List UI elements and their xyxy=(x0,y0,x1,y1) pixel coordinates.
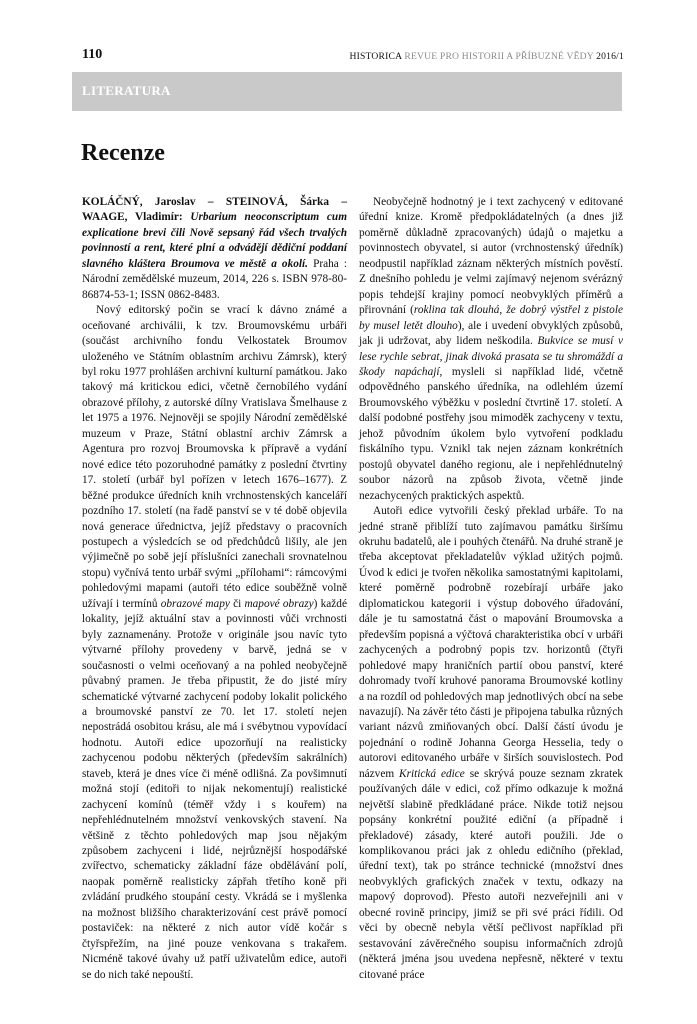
journal-subtitle: REVUE PRO HISTORII A PŘÍBUZNÉ VĚDY xyxy=(404,51,594,62)
bib-title: Urbarium neoconscriptum cum explicatione brevi čili Nově sepsaný řád všech trvalých povinností a rent, které plní a odvádějí dědiční poddaní slavného kláštera Broumova ve městě a okolí. xyxy=(82,211,347,270)
journal-title: HISTORICA xyxy=(349,51,402,62)
issue-number: 2016/1 xyxy=(596,51,624,62)
bibliographic-entry xyxy=(82,195,347,303)
page-number: 110 xyxy=(82,47,103,62)
section-banner xyxy=(72,72,622,111)
bib-details: Praha : Národní zemědělské muzeum, 2014, 226 s. ISBN 978-80-86874-53-1; ISSN 0862-8483. xyxy=(82,257,348,301)
page-title: Recenze xyxy=(81,140,165,166)
column-left xyxy=(82,195,347,983)
paragraph-1: Nový editorský počin se vrací k dávno známé a oceňované archiválii, k tzv. Broumovskému urbáři (součást archivního fondu Velkostatek Broumov uloženého ve Státním oblastním archivu Zámrsk), který byl roku 1977 prohlášen archivní kulturní památkou. Jako takový má kritickou edici, včetně černobílého vydání obrazové přílohy, z autorské dílny Vratislava Šmelhause z let 1975 a 1976. Nejnověji se spojily Národní zemědělské muzeum v Praze, Státní oblastní archiv Zámrsk a Agentura pro rozvoj Broumovska k přípravě a vydání nové edice této pozoruhodné památky z poslední čtvrtiny 17. století (urbář byl pořízen v letech 1676–1677). Z běžné produkce úředních knih vrchnostenských kanceláří pozdního 17. století (na řadě panství se v té době objevila nová generace úřednictva, jejíž představy o pracovních postupech a výsledcích se od předchůdců lišily, ale jen výjimečně po sobě její příslušníci zanechali srovnatelnou stopu) vyčnívá tento urbář svými „přílohami“: rámcovými pohledovými mapami (autoři této edice souběžně volně užívají i termínů obrazové mapy či mapové obrazy) každé lokality, jejíž aktuální stav a povinnosti vůči vrchnosti byly zaznamenány. Protože v originále jsou navíc tyto výtvarné přílohy provedeny v barvě, jedná se v současnosti o velmi oceňovaný a na pohled neobyčejně půvabný pramen. Je třeba připustit, že do jisté míry schematické výtvarné zachycení podoby lokalit polického a broumovské panství ze 70. let 17. století nejen nepostrádá osobitou krásu, ale má i svébytnou vypovídací hodnotu. Autoři edice upozorňují na realisticky zachycenou podobu některých (především sakrálních) staveb, která je dnes více či méně odlišná. Za povšimnutí možná stojí (editoři to nijak nekomentují) realistické zachycení komínů (téměř vždy i s kouřem) na nepřehlédnutelném množství venkovských stavení. Na většině z těchto pohledových map jsou nějakým způsobem zachyceni i lidé, nejrůznější hospodářské zvířectvo, schematicky základní fáze obdělávání polí, naopak poměrně realisticky zápřah třetího koně při zvládání prudkého stoupání cesty. Vkrádá se i myšlenka na možnost bližšího charakterizování cest právě pomocí postaviček: na některé z nich autor vídě kočár s čtyřspřežím, na jiné pouze venkovana s trakařem. Nicméně takové úvahy už patří uživatelům edice, autoři se do nich také nepouští. xyxy=(82,304,347,981)
running-head xyxy=(349,51,624,62)
column-right xyxy=(359,195,623,983)
bib-authors: KOLÁČNÝ, Jaroslav – STEINOVÁ, Šárka – WAAGE, Vladimír: xyxy=(82,196,347,224)
section-label: LITERATURA xyxy=(82,83,171,98)
paragraph-2: Neobyčejně hodnotný je i text zachycený v editované úřední knize. Kromě předpokládatelných (a dnes již poměrně důkladně zpracovaných) údajů o majetku a povinnostech obyvatel, si autor (vrchnostenský úředník) neodpustil například záznam některých místních pověstí. Z dnešního pohledu je velmi zajímavý nejenom svérázný popis tehdejší krajiny pomocí neobvyklých příměrů a přirovnání (roklina tak dlouhá, že dobrý výstřel z pistole by musel letět dlouho), ale i uvedení obvyklých způsobů, jak ji udržovat, aby lidem neškodila. Bukvice se musí v lese rychle sebrat, jinak divoká prasata se tu shromáždí a škody napáchají, mysleli si například lidé, včetně odpovědného panského úředníka, na odlehlém území Broumovského výběžku v poslední čtvrtině 17. století. A další podobné postřehy jsou mimoděk zachyceny v textu, jehož původním úkolem bylo vytvoření podkladu fiskálního typu. Vznikl tak nejen záznam konkrétních postojů obyvatel daného regionu, ale i nepřehlédnutelný soubor názorů na způsob života, včetně jinde nezachycených praktických aspektů. xyxy=(359,196,624,502)
paragraph-3: Autoři edice vytvořili český překlad urbáře. To na jedné straně přiblíží tuto zajímavou památku širšímu okruhu badatelů, ale i pouhých čtenářů. Na druhé straně je třeba akceptovat překladatelův výklad užitých pojmů. Úvod k edici je tvořen několika samostatnými kapitolami, které poměrně podrobně rozebírají urbáře jako diplomatickou kategorii i výstup dobového úřadování, dále je tu samostatná část o mapování Broumovska a především popisná a výčtová charakteristika obcí v urbáři zachycených a podrobný popis tzv. horizontů (čtyři pohledové mapy hraničních partií obou panství, které dohromady tvoří kruhové panorama Broumovské kotliny a na rozdíl od pohledových map jednotlivých obcí na sebe navazují). Na závěr této části je připojena tabulka různých variant názvů zmiňovaných obcí. Další částí úvodu je pojednání o rodině Johanna Georga Hesselia, tedy o autorovi editovaného urbáře v širších souvislostech. Pod názvem Kritická edice se skrývá pouze seznam zkratek používaných dále v edici, což přímo odkazuje k možná největší slabině předkládané práce. Nikde totiž nejsou popsány konkrétní použité ediční (a případně i překladové) zásady, které autoři použili. Jde o komplikovanou práci jak z ohledu edičního (překlad, úřední text), tak po stránce technické (množství dnes neobvyklých grafických značek v textu, odkazy na mapový doprovod). Přesto autoři nezveřejnili ani v obecné rovině principy, jimiž se při své práci řídili. Od věci by obecně nebyla větší pečlivost například při sestavování závěrečného soupisu informačních zdrojů (některá jména jsou uvedena nepřesně, některé v textu citované práce xyxy=(359,505,623,981)
